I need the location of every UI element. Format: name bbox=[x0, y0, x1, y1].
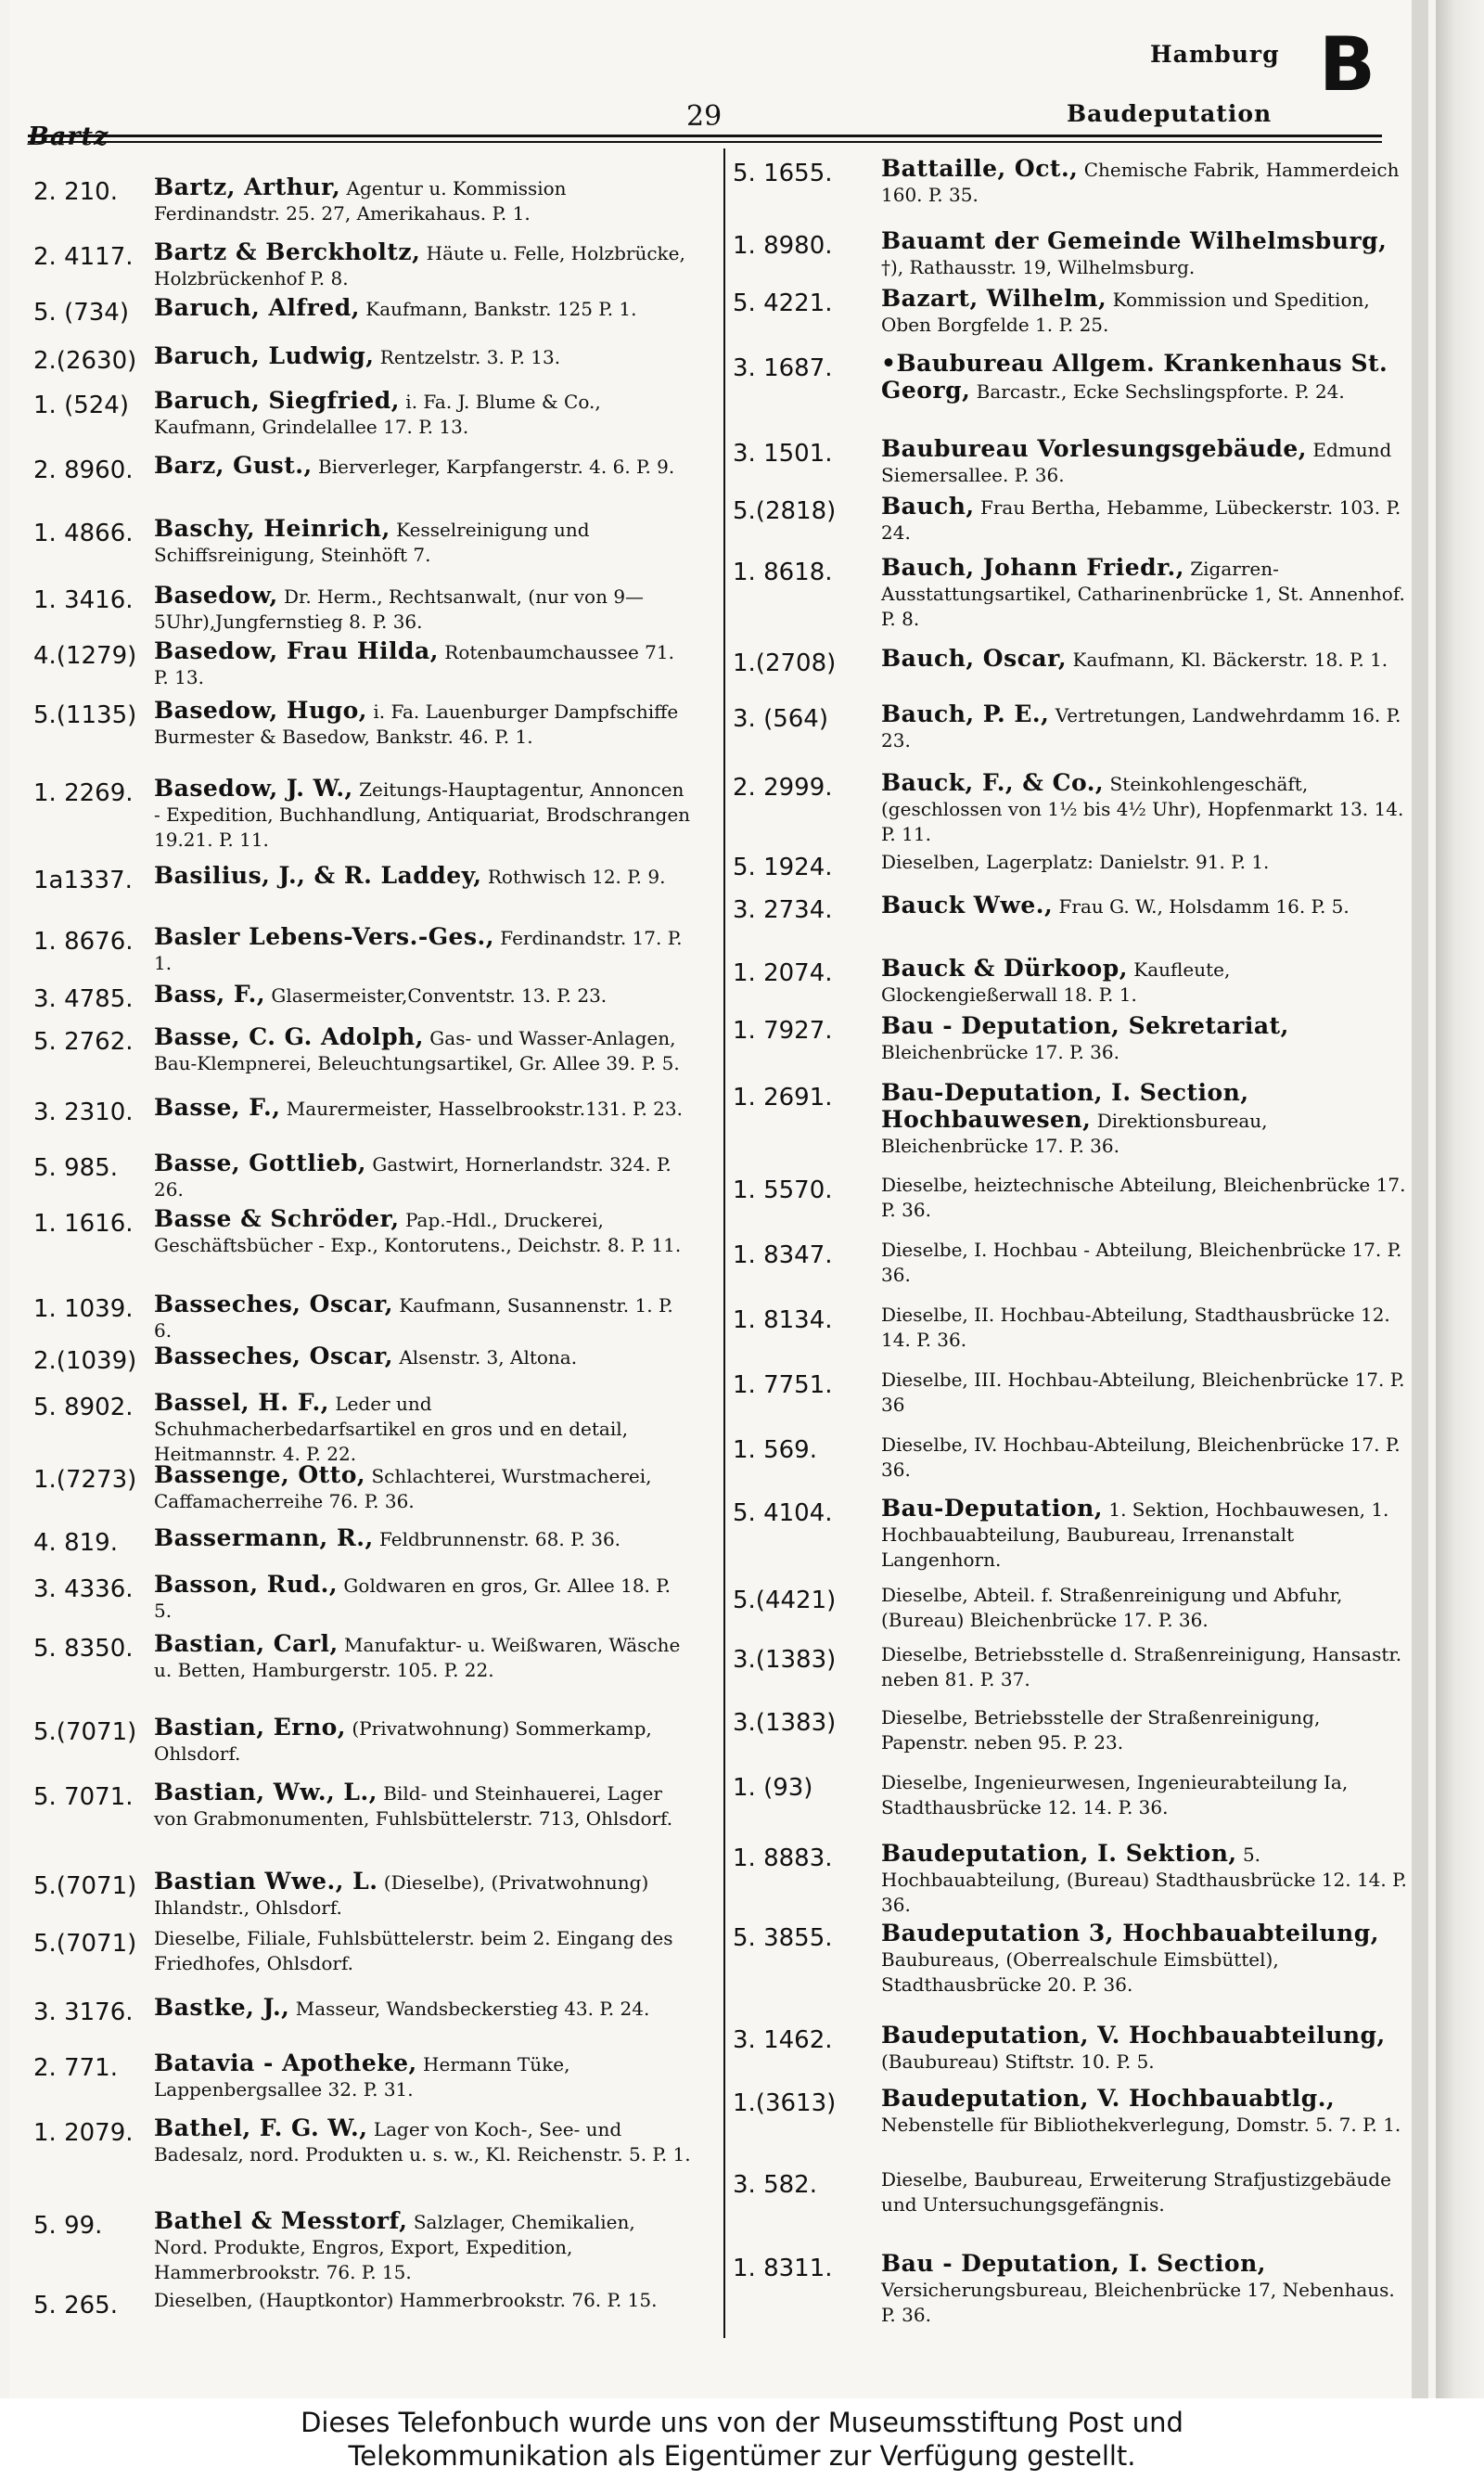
phone-number: 1. 4866. bbox=[33, 520, 134, 547]
phone-number: 2.(2630) bbox=[33, 347, 137, 375]
listing-name: Baudeputation, V. Hochbauabteilung, bbox=[881, 2022, 1386, 2049]
listing-entry bbox=[154, 1024, 692, 1076]
listing-entry bbox=[881, 850, 1410, 875]
listing-name: Bauamt der Gemeinde Wilhelmsburg, bbox=[881, 227, 1388, 254]
listing-details: Kaufleute, Glockengießerwall 18. P. 1. bbox=[881, 958, 1231, 1006]
listing-name: Bassel, H. F., bbox=[154, 1389, 329, 1416]
listing-details: Dieselbe, Ingenieurwesen, Ingenieurabteilung Ia, Stadthausbrücke 12. 14. P. 36. bbox=[881, 1771, 1349, 1818]
footer-notice bbox=[0, 2398, 1484, 2480]
phone-number: 2.(1039) bbox=[33, 1347, 137, 1375]
listing-entry bbox=[154, 1095, 692, 1122]
listing-entry bbox=[881, 1368, 1410, 1418]
listing-details: Frau G. W., Holsdamm 16. P. 5. bbox=[1053, 895, 1350, 918]
listing-entry bbox=[881, 156, 1410, 208]
phone-number: 1. 2074. bbox=[733, 959, 833, 987]
listing-entry bbox=[881, 2086, 1410, 2138]
listing-entry bbox=[154, 388, 692, 440]
listing-name: Bartz, Arthur, bbox=[154, 173, 341, 200]
phone-number: 1. 8980. bbox=[733, 232, 833, 260]
header-letter: B bbox=[1319, 21, 1375, 108]
listing-entry bbox=[881, 1303, 1410, 1353]
listing-details: Dieselbe, II. Hochbau-Abteilung, Stadthausbrücke 12. 14. P. 36. bbox=[881, 1304, 1390, 1351]
listing-entry bbox=[154, 174, 692, 226]
listing-details: Agentur u. Kommission Ferdinandstr. 25. 27, Amerikahaus. P. 1. bbox=[154, 177, 567, 225]
listing-name: Bauch, bbox=[881, 493, 975, 520]
phone-number: 3. (564) bbox=[733, 705, 828, 733]
listing-name: Batavia - Apotheke, bbox=[154, 2050, 417, 2076]
listing-entry bbox=[881, 2251, 1410, 2328]
listing-entry bbox=[154, 1869, 692, 1921]
listing-details: Dieselben, Lagerplatz: Danielstr. 91. P. 1. bbox=[881, 851, 1270, 873]
footer-line-2: Telekommunikation als Eigentümer zur Verfügung gestellt. bbox=[348, 2440, 1136, 2472]
phone-number: 1. 3416. bbox=[33, 586, 134, 614]
phone-number: 5. 1655. bbox=[733, 160, 833, 187]
listing-details: Dieselbe, Filiale, Fuhlsbüttelerstr. beim 2. Eingang des Friedhofes, Ohlsdorf. bbox=[154, 1927, 673, 1974]
column-divider bbox=[723, 148, 725, 2338]
listing-name: •Baubureau Allgem. Krankenhaus St. Georg, bbox=[881, 350, 1388, 404]
listing-entry bbox=[154, 1995, 692, 2022]
phone-number: 1. 2691. bbox=[733, 1084, 833, 1112]
listing-entry bbox=[154, 863, 692, 890]
listing-name: Bazart, Wilhelm, bbox=[881, 285, 1107, 312]
listing-details: Baubureaus, (Oberrealschule Eimsbüttel), Stadthausbrücke 20. P. 36. bbox=[881, 1948, 1279, 1996]
header-rule bbox=[28, 135, 1382, 137]
phone-number: 5. 265. bbox=[33, 2292, 118, 2319]
listing-name: Basilius, J., & R. Laddey, bbox=[154, 862, 482, 889]
listing-details: Masseur, Wandsbeckerstieg 43. P. 24. bbox=[289, 1998, 650, 2020]
listing-details: i. Fa. Lauenburger Dampfschiffe Burmester & Basedow, Bankstr. 46. P. 1. bbox=[154, 700, 679, 748]
listing-details: Versicherungsbureau, Bleichenbrücke 17, Nebenhaus. P. 36. bbox=[881, 2279, 1395, 2326]
phone-number: 5.(7071) bbox=[33, 1930, 137, 1958]
listing-details: Glasermeister,Conventstr. 13. P. 23. bbox=[265, 984, 608, 1007]
listing-entry bbox=[881, 1921, 1410, 1998]
phone-number: 1. 7751. bbox=[733, 1371, 833, 1399]
listing-details: Bierverleger, Karpfangerstr. 4. 6. P. 9. bbox=[312, 456, 675, 478]
phone-number: 1.(7273) bbox=[33, 1466, 137, 1494]
listing-details: Zigarren-Ausstattungsartikel, Catharinenbrücke 1, St. Annenhof. P. 8. bbox=[881, 558, 1405, 630]
listing-entry bbox=[881, 494, 1410, 546]
listing-details: Schlachterei, Wurstmacherei, Caffamacherreihe 76. P. 36. bbox=[154, 1465, 652, 1512]
listing-details: Dieselbe, Baubureau, Erweiterung Strafjustizgebäude und Untersuchungsgefängnis. bbox=[881, 2168, 1391, 2216]
listing-name: Baubureau Vorlesungsgebäude, bbox=[881, 435, 1307, 462]
phone-number: 3. 3176. bbox=[33, 1998, 134, 2026]
listing-name: Baruch, Siegfried, bbox=[154, 387, 400, 414]
page-number: 29 bbox=[686, 100, 723, 133]
listing-name: Baudeputation, I. Sektion, bbox=[881, 1840, 1237, 1867]
listing-details: Edmund Siemersallee. P. 36. bbox=[881, 439, 1392, 486]
listing-name: Basseches, Oscar, bbox=[154, 1343, 393, 1369]
listing-entry bbox=[154, 1715, 692, 1767]
phone-number: 2. 2999. bbox=[733, 774, 833, 802]
listing-entry bbox=[881, 286, 1410, 338]
phone-number: 5. (734) bbox=[33, 299, 129, 327]
listing-name: Baruch, Ludwig, bbox=[154, 342, 375, 369]
phone-number: 3. 1501. bbox=[733, 440, 833, 468]
listing-entry bbox=[881, 1433, 1410, 1483]
listing-name: Basse & Schröder, bbox=[154, 1205, 400, 1232]
phone-number: 4.(1279) bbox=[33, 642, 137, 670]
phone-number: 3. 4336. bbox=[33, 1575, 134, 1603]
listing-details: 1. Sektion, Hochbauwesen, 1. Hochbauabteilung, Baubureau, Irrenanstalt Langenhorn. bbox=[881, 1498, 1389, 1571]
phone-number: 1. 5570. bbox=[733, 1176, 833, 1204]
listing-details: Häute u. Felle, Holzbrücke, Holzbrückenhof P. 8. bbox=[154, 242, 685, 289]
listing-details: Dieselben, (Hauptkontor) Hammerbrookstr. 76. P. 15. bbox=[154, 2289, 658, 2311]
listing-entry bbox=[881, 956, 1410, 1008]
phone-number: 1. (93) bbox=[733, 1774, 813, 1802]
listing-details: Dieselbe, III. Hochbau-Abteilung, Bleichenbrücke 17. P. 36 bbox=[881, 1368, 1405, 1416]
phone-number: 5. 985. bbox=[33, 1154, 118, 1182]
listing-entry bbox=[881, 1080, 1410, 1159]
phone-number: 5. 3855. bbox=[733, 1924, 833, 1952]
listing-name: Bastian, Erno, bbox=[154, 1714, 347, 1741]
listing-details: Vertretungen, Landwehrdamm 16. P. 23. bbox=[881, 704, 1401, 752]
header-city: Hamburg bbox=[1150, 41, 1280, 68]
listing-details: Kesselreinigung und Schiffsreinigung, Steinhöft 7. bbox=[154, 519, 590, 566]
phone-number: 3. 4785. bbox=[33, 985, 134, 1013]
listing-details: Kaufmann, Susannenstr. 1. P. 6. bbox=[154, 1294, 673, 1342]
phone-number: 1. 8134. bbox=[733, 1306, 833, 1334]
phone-number: 1. 2269. bbox=[33, 779, 134, 807]
listing-details: Rentzelstr. 3. P. 13. bbox=[374, 346, 561, 368]
listing-entry bbox=[154, 698, 692, 750]
listing-entry bbox=[154, 295, 692, 322]
phone-number: 5.(4421) bbox=[733, 1587, 837, 1614]
listing-entry bbox=[154, 638, 692, 690]
listing-entry bbox=[154, 1343, 692, 1370]
listing-details: Frau Bertha, Hebamme, Lübeckerstr. 103. P. 24. bbox=[881, 496, 1401, 544]
listing-entry bbox=[154, 1150, 692, 1202]
listing-name: Baudeputation, V. Hochbauabtlg., bbox=[881, 2085, 1336, 2112]
listing-entry bbox=[881, 1705, 1410, 1755]
phone-number: 1. 8618. bbox=[733, 559, 833, 586]
listing-details: Manufaktur- u. Weißwaren, Wäsche u. Betten, Hamburgerstr. 105. P. 22. bbox=[154, 1634, 681, 1681]
listing-entry bbox=[154, 2115, 692, 2167]
phone-number: 1. 1616. bbox=[33, 1210, 134, 1238]
listing-entry bbox=[154, 1780, 692, 1831]
listing-details: Dr. Herm., Rechtsanwalt, (nur von 9—5Uhr),Jungfernstieg 8. P. 36. bbox=[154, 585, 645, 633]
listing-entry bbox=[881, 1238, 1410, 1288]
listing-name: Basler Lebens-Vers.-Ges., bbox=[154, 923, 494, 950]
listing-entry bbox=[154, 1631, 692, 1683]
listing-name: Bau-Deputation, bbox=[881, 1495, 1103, 1522]
listing-entry bbox=[154, 1206, 692, 1258]
listing-details: Steinkohlengeschäft, (geschlossen von 1½ bis 4½ Uhr), Hopfenmarkt 13. 14. P. 11. bbox=[881, 773, 1404, 845]
listing-name: Basedow, Frau Hilda, bbox=[154, 637, 439, 664]
listing-entry bbox=[881, 646, 1410, 673]
phone-number: 1a1337. bbox=[33, 867, 133, 894]
listing-details: Dieselbe, Betriebsstelle d. Straßenreinigung, Hansastr. neben 81. P. 37. bbox=[881, 1643, 1402, 1690]
listing-entry bbox=[154, 583, 692, 635]
listing-name: Bastian Wwe., L. bbox=[154, 1868, 378, 1895]
phone-number: 3. 582. bbox=[733, 2171, 817, 2199]
listing-name: Basseches, Oscar, bbox=[154, 1291, 393, 1317]
listing-details: †), Rathausstr. 19, Wilhelmsburg. bbox=[881, 256, 1196, 278]
listing-name: Bassermann, R., bbox=[154, 1524, 374, 1551]
phone-number: 1. 1039. bbox=[33, 1295, 134, 1323]
listing-details: Zeitungs-Hauptagentur, Annoncen - Expedition, Buchhandlung, Antiquariat, Brodschrangen 19.21. P. 11. bbox=[154, 778, 691, 851]
listing-name: Baruch, Alfred, bbox=[154, 294, 360, 321]
phone-number: 1. 569. bbox=[733, 1436, 817, 1464]
listing-name: Basedow, J. W., bbox=[154, 775, 353, 802]
phone-number: 5. 2762. bbox=[33, 1028, 134, 1056]
listing-name: Bastian, Carl, bbox=[154, 1630, 339, 1657]
listing-name: Bassenge, Otto, bbox=[154, 1461, 366, 1488]
listing-name: Baudeputation 3, Hochbauabteilung, bbox=[881, 1920, 1379, 1947]
listing-details: Rothwisch 12. P. 9. bbox=[481, 866, 666, 888]
listing-entry bbox=[881, 1173, 1410, 1223]
phone-number: 5. 8350. bbox=[33, 1635, 134, 1663]
listing-details: Kaufmann, Kl. Bäckerstr. 18. P. 1. bbox=[1067, 649, 1388, 671]
listing-entry bbox=[154, 2208, 692, 2285]
listing-details: (Dieselbe), (Privatwohnung) Ihlandstr., Ohlsdorf. bbox=[154, 1871, 649, 1919]
listing-details: Ferdinandstr. 17. P. 1. bbox=[154, 927, 683, 974]
listing-entry bbox=[154, 453, 692, 480]
listing-name: Bau-Deputation, I. Section, Hochbauwesen, bbox=[881, 1079, 1249, 1133]
listing-entry bbox=[881, 893, 1410, 919]
phone-number: 5. 99. bbox=[33, 2212, 103, 2240]
phone-number: 5.(1135) bbox=[33, 701, 137, 729]
listing-entry bbox=[154, 2050, 692, 2102]
listing-entry bbox=[154, 2288, 692, 2313]
listing-entry bbox=[154, 239, 692, 291]
listing-details: (Baubureau) Stiftstr. 10. P. 5. bbox=[881, 2050, 1155, 2073]
listing-entry bbox=[881, 351, 1410, 405]
listing-details: Gastwirt, Hornerlandstr. 324. P. 26. bbox=[154, 1153, 672, 1201]
phone-number: 5.(7071) bbox=[33, 1718, 137, 1746]
listing-entry bbox=[154, 516, 692, 568]
listing-entry bbox=[881, 228, 1410, 280]
listing-details: i. Fa. J. Blume & Co., Kaufmann, Grindelallee 17. P. 13. bbox=[154, 391, 601, 438]
listing-name: Basse, F., bbox=[154, 1094, 281, 1121]
header-section: Baudeputation bbox=[1067, 100, 1273, 127]
listing-name: Basedow, bbox=[154, 582, 278, 609]
listing-entry bbox=[154, 1525, 692, 1552]
phone-number: 3.(1383) bbox=[733, 1646, 837, 1674]
listing-details: Leder und Schuhmacherbedarfsartikel en gros und en detail, Heitmannstr. 4. P. 22. bbox=[154, 1393, 628, 1465]
phone-number: 5.(2818) bbox=[733, 497, 837, 525]
listing-details: Maurermeister, Hasselbrookstr.131. P. 23. bbox=[280, 1098, 683, 1120]
listing-details: Goldwaren en gros, Gr. Allee 18. P. 5. bbox=[154, 1574, 672, 1622]
listing-name: Barz, Gust., bbox=[154, 452, 313, 479]
listing-entry bbox=[881, 555, 1410, 632]
listing-details: Kaufmann, Bankstr. 125 P. 1. bbox=[359, 298, 637, 320]
listing-details: Salzlager, Chemikalien, Nord. Produkte, Engros, Export, Expedition, Hammerbrookstr. 76. P. 15. bbox=[154, 2211, 635, 2283]
listing-details: Rotenbaumchaussee 71. P. 13. bbox=[154, 641, 674, 688]
listing-details: Direktionsbureau, Bleichenbrücke 17. P. 36. bbox=[881, 1110, 1268, 1157]
listing-name: Bauck Wwe., bbox=[881, 892, 1054, 919]
listing-details: Gas- und Wasser-Anlagen, Bau-Klempnerei, Beleuchtungsartikel, Gr. Allee 39. P. 5. bbox=[154, 1027, 680, 1074]
listing-entry bbox=[154, 982, 692, 1009]
phone-number: 5. 7071. bbox=[33, 1783, 134, 1811]
phone-number: 5.(7071) bbox=[33, 1872, 137, 1900]
listing-details: Dieselbe, Betriebsstelle der Straßenreinigung, Papenstr. neben 95. P. 23. bbox=[881, 1706, 1321, 1754]
listing-details: Kommission und Spedition, Oben Borgfelde 1. P. 25. bbox=[881, 289, 1370, 336]
listing-details: Lager von Koch-, See- und Badesalz, nord. Produkten u. s. w., Kl. Reichenstr. 5. P. 1. bbox=[154, 2118, 691, 2165]
phone-number: 3. 1462. bbox=[733, 2026, 833, 2054]
listing-name: Bau - Deputation, I. Section, bbox=[881, 2250, 1266, 2277]
listing-entry bbox=[881, 770, 1410, 847]
listing-details: Nebenstelle für Bibliothekverlegung, Domstr. 5. 7. P. 1. bbox=[881, 2114, 1401, 2136]
listing-entry bbox=[154, 924, 692, 976]
listing-name: Bauck & Dürkoop, bbox=[881, 955, 1128, 982]
listing-details: Bild- und Steinhauerei, Lager von Grabmonumenten, Fuhlsbüttelerstr. 713, Ohlsdorf. bbox=[154, 1782, 673, 1830]
phone-number: 5. 4221. bbox=[733, 289, 833, 317]
listing-entry bbox=[881, 1770, 1410, 1820]
listing-name: Bastian, Ww., L., bbox=[154, 1779, 377, 1805]
listing-entry bbox=[881, 2167, 1410, 2217]
phone-number: 3. 2734. bbox=[733, 896, 833, 924]
phone-number: 1. 7927. bbox=[733, 1017, 833, 1045]
phone-number: 1. 8676. bbox=[33, 928, 134, 956]
phone-number: 1.(2708) bbox=[733, 649, 837, 677]
phone-number: 3.(1383) bbox=[733, 1709, 837, 1737]
header-rule-thin bbox=[28, 141, 1382, 143]
listing-details: Pap.-Hdl., Druckerei, Geschäftsbücher - Exp., Kontorutens., Deichstr. 8. P. 11. bbox=[154, 1209, 682, 1256]
listing-details: Chemische Fabrik, Hammerdeich 160. P. 35. bbox=[881, 159, 1400, 206]
listing-name: Bastke, J., bbox=[154, 1994, 290, 2021]
phone-number: 2. 771. bbox=[33, 2054, 118, 2082]
listing-details: Alsenstr. 3, Altona. bbox=[393, 1346, 578, 1368]
footer-line-1: Dieses Telefonbuch wurde uns von der Museumsstiftung Post und bbox=[301, 2407, 1183, 2438]
listing-name: Bass, F., bbox=[154, 981, 266, 1008]
listing-details: Dieselbe, I. Hochbau - Abteilung, Bleichenbrücke 17. P. 36. bbox=[881, 1239, 1402, 1286]
listing-name: Basson, Rud., bbox=[154, 1571, 339, 1598]
listing-details: Dieselbe, IV. Hochbau-Abteilung, Bleichenbrücke 17. P. 36. bbox=[881, 1433, 1401, 1481]
listing-entry bbox=[881, 701, 1410, 753]
listing-details: Bleichenbrücke 17. P. 36. bbox=[881, 1041, 1119, 1063]
listing-entry bbox=[154, 1572, 692, 1624]
phone-number: 4. 819. bbox=[33, 1529, 118, 1557]
phone-number: 1. 8883. bbox=[733, 1844, 833, 1872]
listing-name: Basedow, Hugo, bbox=[154, 697, 368, 724]
listing-entry bbox=[154, 1291, 692, 1343]
listing-entry bbox=[154, 343, 692, 370]
listing-details: Dieselbe, heiztechnische Abteilung, Bleichenbrücke 17. P. 36. bbox=[881, 1174, 1406, 1221]
listing-name: Bauch, P. E., bbox=[881, 700, 1050, 727]
listing-details: Hermann Tüke, Lappenbergsallee 32. P. 31. bbox=[154, 2053, 570, 2101]
listing-name: Baschy, Heinrich, bbox=[154, 515, 390, 542]
phone-number: 1. 2079. bbox=[33, 2119, 134, 2147]
phone-number: 1. (524) bbox=[33, 392, 129, 419]
listing-details: Dieselbe, Abteil. f. Straßenreinigung und Abfuhr, (Bureau) Bleichenbrücke 17. P. 36. bbox=[881, 1584, 1343, 1631]
phone-number: 1. 8311. bbox=[733, 2255, 833, 2282]
listing-entry bbox=[881, 1583, 1410, 1633]
listing-name: Bathel & Messtorf, bbox=[154, 2207, 408, 2234]
listing-entry bbox=[881, 1642, 1410, 1692]
listing-details: 5. Hochbauabteilung, (Bureau) Stadthausbrücke 12. 14. P. 36. bbox=[881, 1844, 1407, 1916]
listing-entry bbox=[154, 1462, 692, 1514]
phone-number: 3. 2310. bbox=[33, 1099, 134, 1126]
listing-name: Bauck, F., & Co., bbox=[881, 769, 1105, 796]
listing-entry bbox=[881, 1496, 1410, 1573]
listing-entry bbox=[881, 436, 1410, 488]
phone-number: 1. 8347. bbox=[733, 1241, 833, 1269]
listing-entry bbox=[881, 2023, 1410, 2075]
listing-name: Bauch, Johann Friedr., bbox=[881, 554, 1184, 581]
phone-number: 2. 210. bbox=[33, 178, 118, 206]
phone-number: 2. 4117. bbox=[33, 243, 134, 271]
listing-entry bbox=[881, 1013, 1410, 1065]
listing-entry bbox=[154, 1926, 692, 1976]
phone-number: 5. 1924. bbox=[733, 854, 833, 881]
listing-name: Bau - Deputation, Sekretariat, bbox=[881, 1012, 1289, 1039]
listing-name: Battaille, Oct., bbox=[881, 155, 1079, 182]
page-edge bbox=[1436, 0, 1484, 2398]
phone-number: 2. 8960. bbox=[33, 456, 134, 484]
listing-details: (Privatwohnung) Sommerkamp, Ohlsdorf. bbox=[154, 1717, 652, 1765]
phone-number: 5. 8902. bbox=[33, 1394, 134, 1421]
listing-name: Bartz & Berckholtz, bbox=[154, 238, 421, 265]
listing-details: Barcastr., Ecke Sechslingspforte. P. 24. bbox=[970, 380, 1345, 403]
listing-name: Basse, Gottlieb, bbox=[154, 1150, 366, 1176]
listing-name: Basse, C. G. Adolph, bbox=[154, 1023, 424, 1050]
listing-entry bbox=[154, 1390, 692, 1467]
phone-number: 3. 1687. bbox=[733, 354, 833, 382]
phone-number: 5. 4104. bbox=[733, 1499, 833, 1527]
phone-number: 1.(3613) bbox=[733, 2089, 837, 2117]
listing-name: Bathel, F. G. W., bbox=[154, 2114, 368, 2141]
listing-entry bbox=[154, 776, 692, 853]
listing-name: Bauch, Oscar, bbox=[881, 645, 1068, 672]
listing-details: Feldbrunnenstr. 68. P. 36. bbox=[373, 1528, 621, 1550]
listing-entry bbox=[881, 1841, 1410, 1918]
